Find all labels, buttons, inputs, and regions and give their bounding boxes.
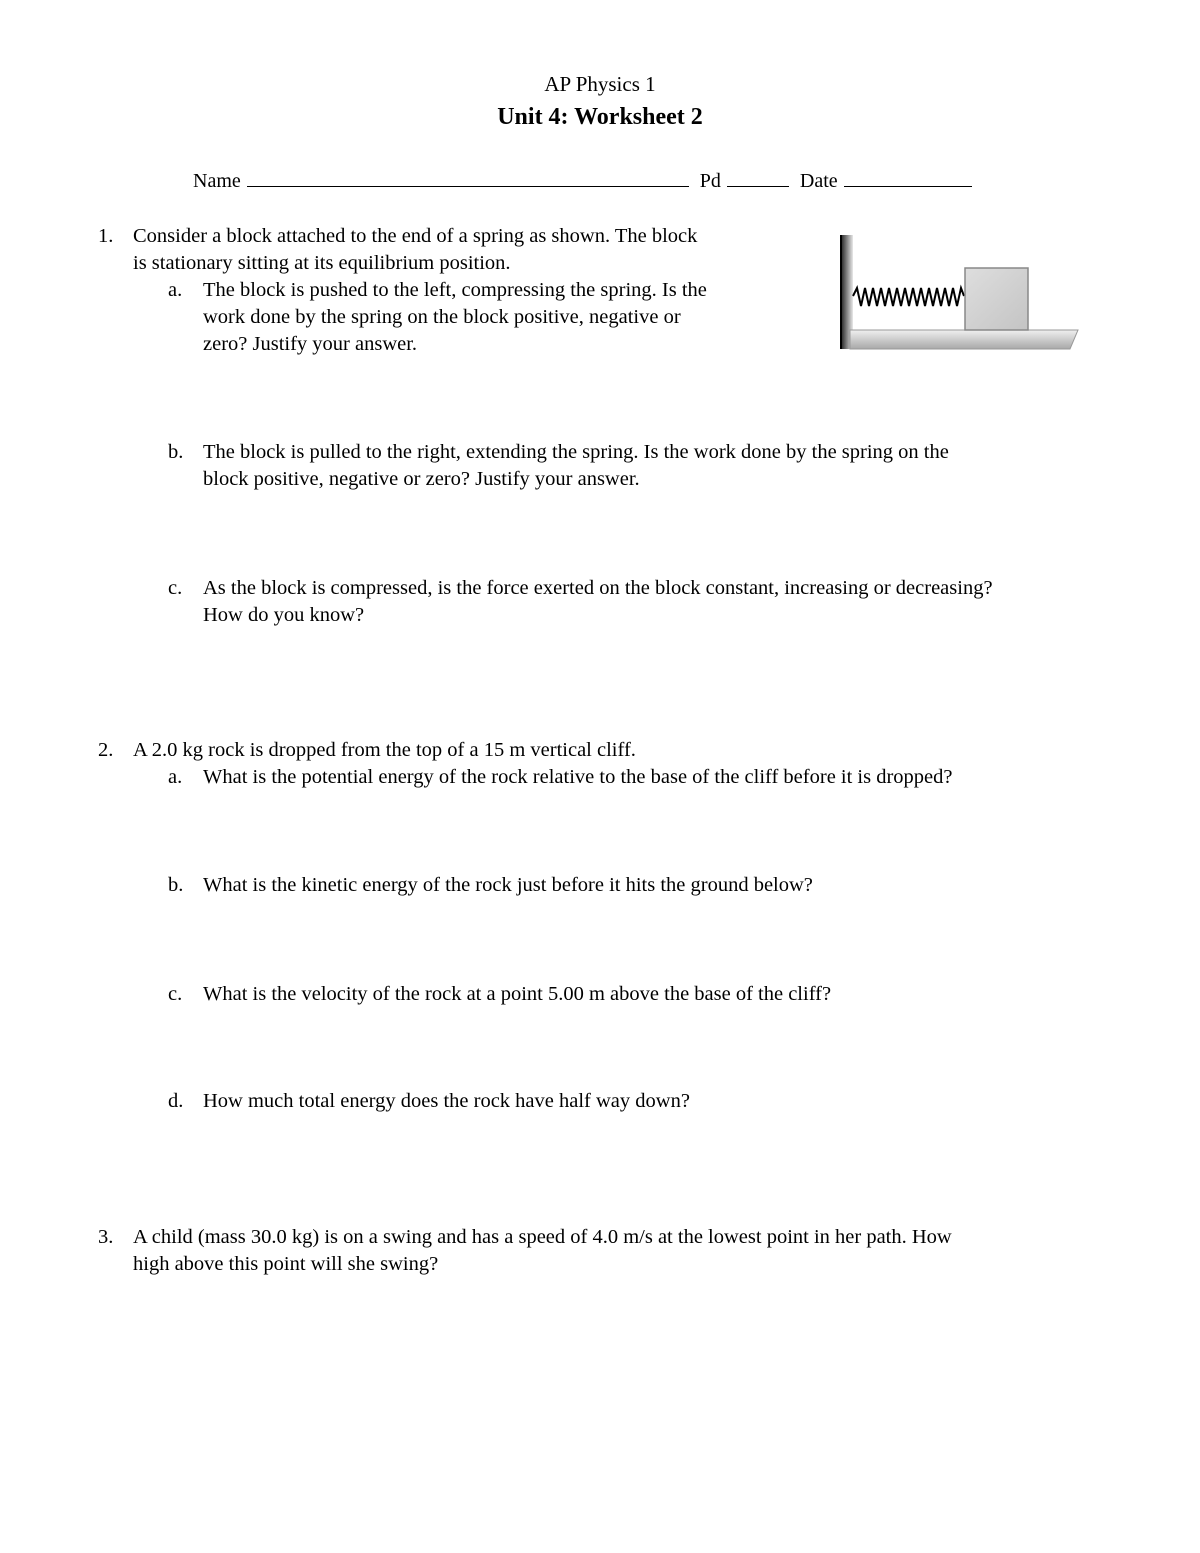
part-label: d. — [168, 1090, 184, 1112]
question-1 — [98, 223, 818, 283]
question-2d — [168, 1088, 1068, 1116]
part-text-line: As the block is compressed, is the force exerted on the block constant, increasing or decreasing? — [203, 577, 993, 599]
part-label: a. — [168, 279, 183, 301]
part-text-line: The block is pulled to the right, extending the spring. Is the work done by the spring on the — [203, 441, 949, 463]
question-number: 3. — [98, 1226, 114, 1248]
part-label: c. — [168, 983, 183, 1005]
question-text — [133, 737, 636, 764]
block — [965, 268, 1028, 330]
name-label: Name — [193, 170, 241, 192]
date-label: Date — [799, 170, 838, 192]
page-title: Unit 4: Worksheet 2 — [497, 104, 703, 130]
part-label: c. — [168, 577, 183, 599]
spring — [853, 288, 964, 306]
part-label: b. — [168, 874, 184, 896]
question-text-line: is stationary sitting at its equilibrium position. — [133, 252, 511, 274]
part-text — [203, 575, 993, 629]
question-1a — [168, 277, 808, 362]
question-text — [133, 223, 697, 277]
part-text-line: What is the velocity of the rock at a point 5.00 m above the base of the cliff? — [203, 983, 832, 1005]
question-1c — [168, 575, 1168, 631]
part-text-line: The block is pushed to the left, compressing the spring. Is the — [203, 279, 707, 301]
part-text — [203, 981, 831, 1008]
question-2a — [168, 764, 1128, 792]
part-text — [203, 872, 813, 899]
part-text — [203, 1088, 690, 1115]
part-text-line: What is the kinetic energy of the rock just before it hits the ground below? — [203, 874, 813, 896]
part-label: a. — [168, 766, 183, 788]
date-field[interactable] — [844, 168, 972, 187]
part-label: b. — [168, 441, 184, 463]
pd-label: Pd — [699, 170, 721, 192]
name-field[interactable] — [247, 168, 689, 187]
part-text-line: How much total energy does the rock have half way down? — [203, 1090, 690, 1112]
part-text-line: What is the potential energy of the rock relative to the base of the cliff before it is dropped? — [203, 766, 953, 788]
part-text-line: work done by the spring on the block positive, negative or — [203, 306, 681, 328]
question-1b — [168, 439, 1128, 495]
question-text — [133, 1224, 952, 1278]
part-text-line: zero? Justify your answer. — [203, 333, 418, 355]
question-2b — [168, 872, 1068, 900]
part-text — [203, 439, 949, 493]
floor — [850, 330, 1078, 349]
question-3 — [98, 1224, 1118, 1280]
question-number: 2. — [98, 739, 114, 761]
course-title: AP Physics 1 — [544, 72, 656, 96]
pd-field[interactable] — [727, 168, 789, 187]
part-text-line: How do you know? — [203, 604, 365, 626]
question-text-line: Consider a block attached to the end of a spring as shown. The block — [133, 225, 698, 247]
question-text-line: high above this point will she swing? — [133, 1253, 439, 1275]
question-2 — [98, 737, 998, 765]
question-text-line: A 2.0 kg rock is dropped from the top of a 15 m vertical cliff. — [133, 739, 636, 761]
spring-block-diagram — [838, 232, 1083, 354]
question-2c — [168, 981, 1068, 1009]
student-info-line — [193, 168, 978, 193]
question-text-line: A child (mass 30.0 kg) is on a swing and has a speed of 4.0 m/s at the lowest point in her path. How — [133, 1226, 952, 1248]
part-text — [203, 277, 707, 358]
question-number: 1. — [98, 225, 114, 247]
part-text-line: block positive, negative or zero? Justify your answer. — [203, 468, 640, 490]
part-text — [203, 764, 953, 791]
